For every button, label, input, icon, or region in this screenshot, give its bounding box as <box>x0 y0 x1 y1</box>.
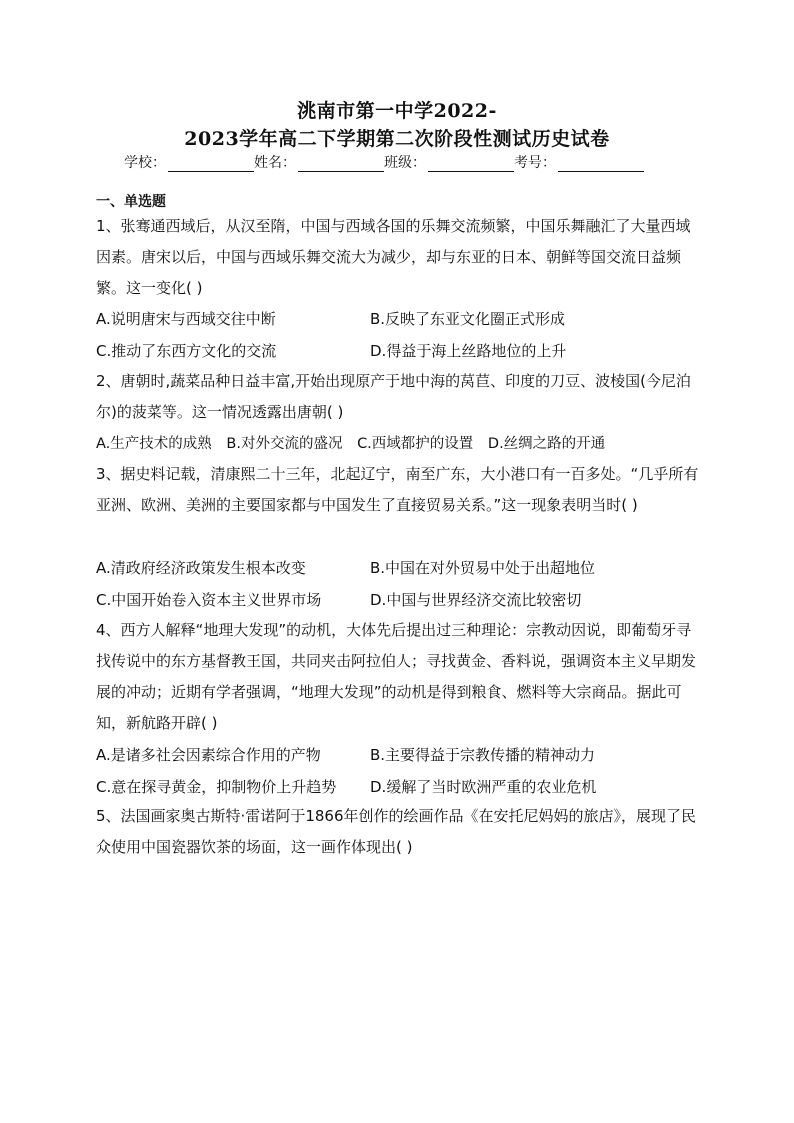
name-blank[interactable] <box>298 155 384 172</box>
question-2-option-d[interactable]: D.丝绸之路的开通 <box>487 436 606 452</box>
question-1-option-d[interactable]: D.得益于海上丝路地位的上升 <box>370 342 567 360</box>
exam-title-line1: 洮南市第一中学2022- <box>297 100 497 122</box>
question-2-option-b[interactable]: B.对外交流的盛况 <box>226 436 343 452</box>
school-label: 学校： <box>124 155 166 171</box>
question-3-stem: 3、据史料记载，清康熙二十三年，北起辽宁，南至广东，大小港口有一百多处。“几乎所有亚洲、欧洲、美洲的主要国家都与中国发生了直接贸易关系。”这一现象表明当时( ) <box>96 465 699 514</box>
question-3-option-b[interactable]: B.中国在对外贸易中处于出超地位 <box>370 559 596 577</box>
section-heading: 一、单选题 <box>96 194 166 210</box>
question-4-option-d[interactable]: D.缓解了当时欧洲严重的农业危机 <box>370 778 597 796</box>
exam-number-label: 考号： <box>514 155 556 171</box>
question-2-options <box>96 432 615 453</box>
question-4-option-c[interactable]: C.意在探寻黄金，抑制物价上升趋势 <box>96 778 337 796</box>
question-1-stem: 1、张骞通西域后，从汉至隋，中国与西域各国的乐舞交流频繁，中国乐舞融汇了大量西域因素。唐宋以后，中国与西域乐舞交流大为减少，却与东亚的日本、朝鲜等国交流日益频繁。这一变化( ) <box>96 217 691 297</box>
question-3-option-d[interactable]: D.中国与世界经济交流比较密切 <box>370 591 582 609</box>
question-3-option-c[interactable]: C.中国开始卷入资本主义世界市场 <box>96 591 322 609</box>
exam-number-blank[interactable] <box>558 155 644 172</box>
question-4-stem: 4、西方人解释“地理大发现”的动机，大体先后提出过三种理论：宗教动因说，即葡萄牙寻找传说中的东方基督教王国，共同夹击阿拉伯人；寻找黄金、香料说，强调资本主义早期发展的冲动；近期有学者强调，“地理大发现”的动机是得到粮食、燃料等大宗商品。据此可知，新航路开辟( ) <box>96 621 697 732</box>
question-4-option-b[interactable]: B.主要得益于宗教传播的精神动力 <box>370 746 596 764</box>
class-blank[interactable] <box>428 155 514 172</box>
name-label: 姓名： <box>254 155 296 171</box>
question-2-option-a[interactable]: A.生产技术的成熟 <box>96 436 212 452</box>
question-3-option-a[interactable]: A.清政府经济政策发生根本改变 <box>96 559 306 577</box>
question-2-option-c[interactable]: C.西域都护的设置 <box>357 436 474 452</box>
question-1-option-b[interactable]: B.反映了东亚文化圈正式形成 <box>370 310 566 328</box>
question-1-option-c[interactable]: C.推动了东西方文化的交流 <box>96 342 277 360</box>
question-5-stem: 5、法国画家奥古斯特·雷诺阿于1866年创作的绘画作品《在安托尼妈妈的旅店》，展现了民众使用中国瓷器饮茶的场面，这一画作体现出( ) <box>96 807 696 856</box>
question-2-stem: 2、唐朝时,蔬菜品种日益丰富,开始出现原产于地中海的莴苣、印度的刀豆、波棱国(今尼泊尔)的菠菜等。这一情况透露出唐朝( ) <box>96 372 691 421</box>
question-1-option-a[interactable]: A.说明唐宋与西域交往中断 <box>96 310 276 328</box>
class-label: 班级： <box>384 155 426 171</box>
question-4-option-a[interactable]: A.是诸多社会因素综合作用的产物 <box>96 746 321 764</box>
exam-title-line2: 2023学年高二下学期第二次阶段性测试历史试卷 <box>184 128 610 150</box>
student-info-row <box>124 152 644 172</box>
school-blank[interactable] <box>168 155 254 172</box>
